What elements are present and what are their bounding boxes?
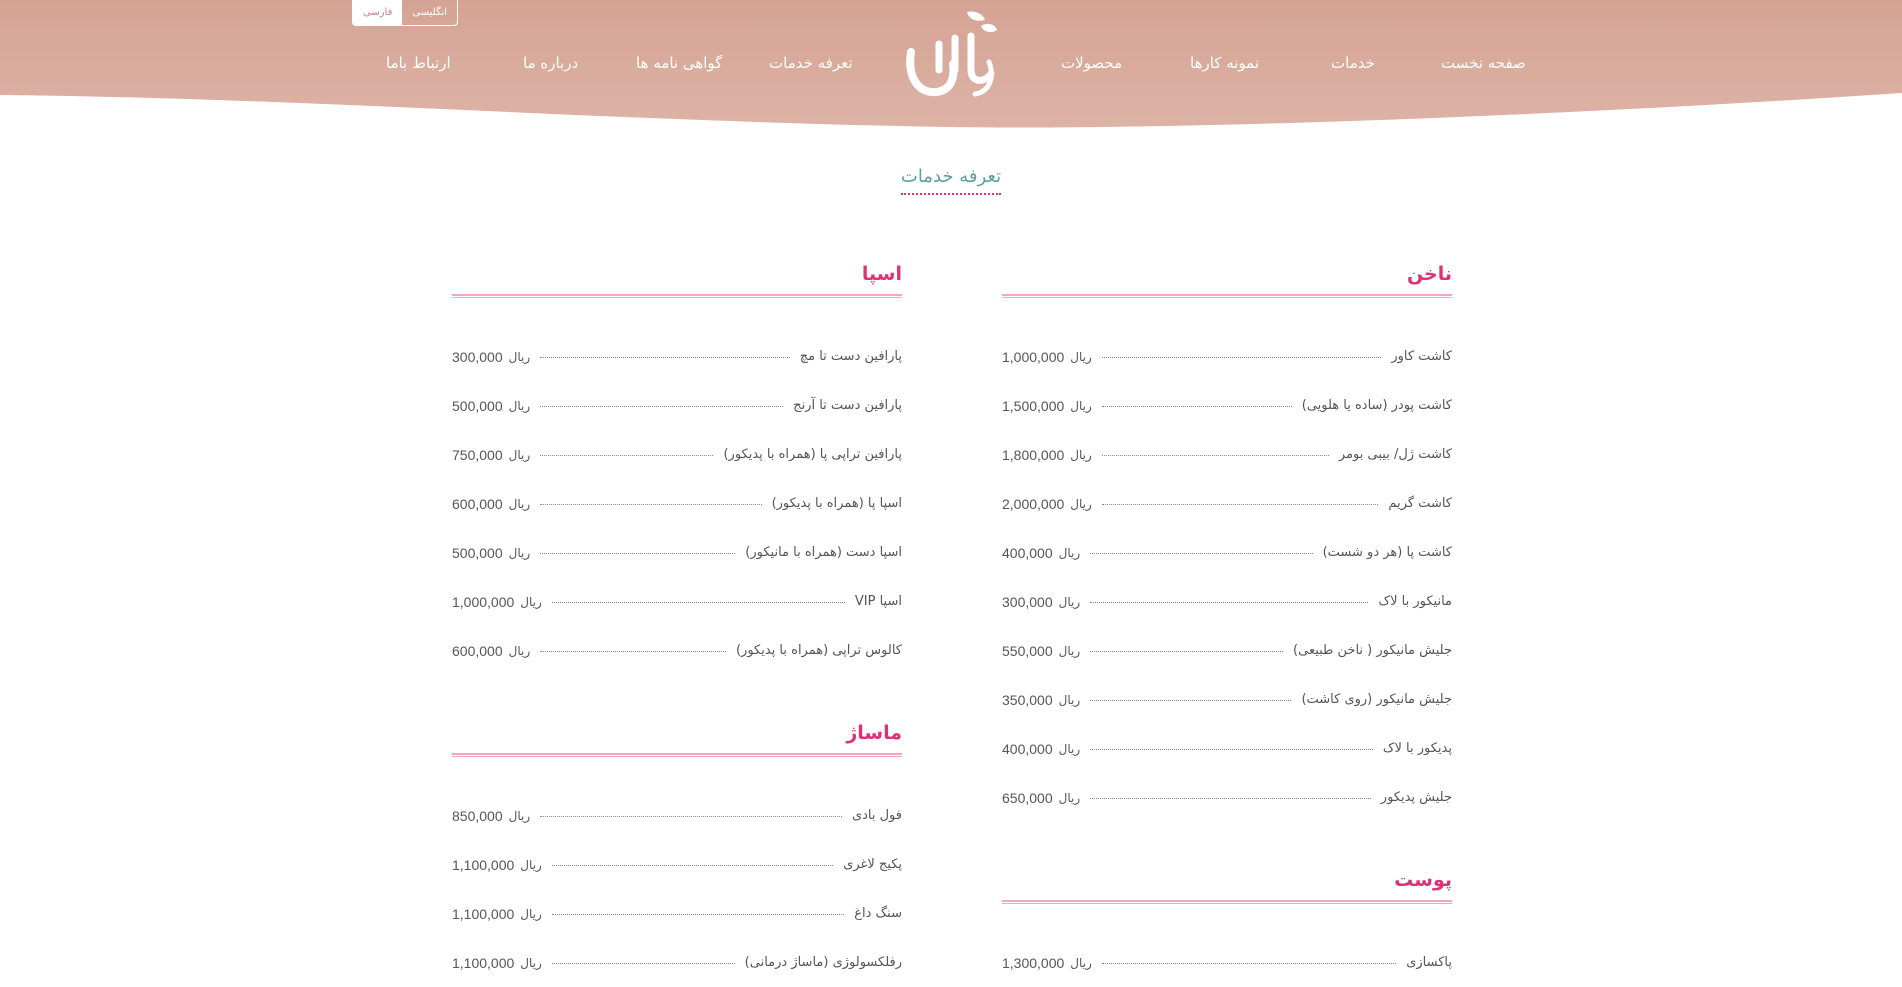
price-row — [452, 791, 902, 840]
currency-label: ریال — [1058, 594, 1081, 609]
currency-label: ریال — [520, 857, 542, 872]
price-list — [452, 332, 902, 675]
dot-leader — [1102, 455, 1329, 456]
service-name: کاشت پا (هر دو شست) — [1322, 545, 1452, 560]
price-row — [1002, 332, 1452, 381]
page-title-text: تعرفه خدمات — [901, 166, 1001, 195]
nav-about[interactable]: درباره ما — [523, 54, 579, 72]
service-price: 600,000 — [452, 495, 503, 512]
price-row — [1002, 577, 1452, 626]
price-row — [452, 840, 902, 889]
page-title — [0, 166, 1902, 195]
service-name: کالوس تراپی (همراه با پدیکور) — [735, 643, 902, 658]
currency-label: ریال — [520, 955, 542, 970]
dot-leader — [540, 816, 842, 817]
service-name: فول بادی — [851, 808, 902, 823]
service-name: اسپا VIP — [854, 594, 902, 609]
dot-leader — [540, 357, 790, 358]
dot-leader — [540, 553, 735, 554]
currency-label: ریال — [1070, 955, 1092, 970]
service-name: پارافین دست تا آرنج — [793, 398, 902, 413]
price-row — [1002, 626, 1452, 675]
service-price: 400,000 — [1002, 740, 1053, 757]
price-row — [452, 332, 902, 381]
price-row — [452, 430, 902, 479]
dot-leader — [540, 406, 783, 407]
category-title: اسپا — [861, 263, 902, 285]
service-price: 1,100,000 — [452, 856, 515, 873]
price-row — [452, 381, 902, 430]
service-price: 300,000 — [1002, 593, 1053, 610]
service-price: 300,000 — [452, 348, 503, 365]
service-price: 500,000 — [452, 397, 503, 414]
service-name: کاشت پودر (ساده یا هلویی) — [1301, 398, 1452, 413]
category-divider — [1002, 900, 1452, 904]
service-price: 2,000,000 — [1002, 495, 1065, 512]
category-divider — [452, 753, 902, 757]
price-row — [452, 889, 902, 938]
nav-tariffs[interactable]: تعرفه خدمات — [769, 54, 853, 72]
site-logo[interactable] — [897, 8, 1009, 96]
nav-contact[interactable]: ارتباط باما — [386, 54, 451, 72]
price-row — [1002, 430, 1452, 479]
currency-label: ریال — [508, 545, 531, 560]
dot-leader — [1090, 553, 1312, 554]
dot-leader — [1090, 749, 1373, 750]
service-name: اسپا دست (همراه با مانیکور) — [745, 545, 902, 560]
category-divider — [1002, 294, 1452, 298]
service-name: جلیش مانیکور (روی کاشت) — [1301, 692, 1452, 707]
service-name: جلیش پدیکور — [1380, 790, 1452, 805]
price-row — [452, 528, 902, 577]
currency-label: ریال — [508, 808, 531, 823]
service-price: 500,000 — [452, 544, 503, 561]
service-name: پاکسازی — [1406, 955, 1452, 970]
dot-leader — [540, 651, 726, 652]
currency-label: ریال — [1070, 349, 1092, 364]
currency-label: ریال — [508, 447, 531, 462]
dot-leader — [552, 914, 844, 915]
service-price: 600,000 — [452, 642, 503, 659]
price-row — [452, 938, 902, 987]
price-list — [1002, 938, 1452, 987]
service-price: 650,000 — [1002, 789, 1053, 806]
service-price: 1,000,000 — [452, 593, 515, 610]
price-column-left — [452, 260, 902, 987]
nav-services[interactable]: خدمات — [1331, 54, 1375, 72]
category-massage — [452, 719, 902, 987]
price-row — [1002, 938, 1452, 987]
currency-label: ریال — [508, 398, 531, 413]
logo-mark-icon — [897, 8, 1009, 96]
currency-label: ریال — [1058, 643, 1081, 658]
dot-leader — [1090, 798, 1371, 799]
dot-leader — [552, 602, 845, 603]
category-skin — [1002, 866, 1452, 987]
dot-leader — [1102, 963, 1396, 964]
service-price: 400,000 — [1002, 544, 1053, 561]
dot-leader — [1090, 700, 1291, 701]
site-header — [0, 0, 1902, 130]
service-name: سنگ داغ — [854, 906, 902, 921]
dot-leader — [1090, 602, 1368, 603]
dot-leader — [1102, 406, 1292, 407]
service-name: اسپا پا (همراه با پدیکور) — [771, 496, 902, 511]
service-price: 1,100,000 — [452, 905, 515, 922]
dot-leader — [1102, 357, 1382, 358]
service-price: 850,000 — [452, 807, 503, 824]
dot-leader — [540, 504, 761, 505]
dot-leader — [1090, 651, 1283, 652]
price-row — [1002, 724, 1452, 773]
service-name: مانیکور با لاک — [1378, 594, 1452, 609]
category-divider — [452, 294, 902, 298]
service-name: پکیج لاغری — [843, 857, 902, 872]
currency-label: ریال — [1058, 790, 1081, 805]
category-title: ناخن — [1406, 263, 1452, 285]
category-title: ماساژ — [846, 722, 902, 744]
service-name: پدیکور با لاک — [1382, 741, 1452, 756]
currency-label: ریال — [1058, 545, 1081, 560]
service-name: کاشت ژل/ بیبی بومر — [1338, 447, 1452, 462]
service-price: 1,100,000 — [452, 954, 515, 971]
currency-label: ریال — [520, 594, 542, 609]
price-row — [1002, 381, 1452, 430]
dot-leader — [540, 455, 713, 456]
nav-certificates[interactable]: گواهی نامه ها — [636, 54, 723, 72]
service-price: 1,300,000 — [1002, 954, 1065, 971]
dot-leader — [552, 865, 833, 866]
price-row — [1002, 675, 1452, 724]
currency-label: ریال — [508, 496, 531, 511]
price-column-right — [1002, 260, 1452, 987]
currency-label: ریال — [1058, 692, 1081, 707]
service-price: 1,000,000 — [1002, 348, 1065, 365]
dot-leader — [552, 963, 735, 964]
service-price: 1,800,000 — [1002, 446, 1065, 463]
service-price: 550,000 — [1002, 642, 1053, 659]
service-name: کاشت کاور — [1391, 349, 1452, 364]
category-title: پوست — [1394, 869, 1452, 891]
service-name: کاشت گریم — [1388, 496, 1452, 511]
service-price: 750,000 — [452, 446, 503, 463]
currency-label: ریال — [1058, 741, 1081, 756]
price-list — [1002, 332, 1452, 822]
nav-portfolio[interactable]: نمونه کارها — [1190, 54, 1260, 72]
service-price: 1,500,000 — [1002, 397, 1065, 414]
currency-label: ریال — [1070, 496, 1092, 511]
dot-leader — [1102, 504, 1379, 505]
currency-label: ریال — [1070, 447, 1092, 462]
currency-label: ریال — [508, 349, 531, 364]
price-row — [452, 479, 902, 528]
service-name: پارافین تراپی پا (همراه با پدیکور) — [723, 447, 902, 462]
price-row — [452, 626, 902, 675]
nav-products[interactable]: محصولات — [1061, 54, 1123, 72]
category-nail — [1002, 260, 1452, 822]
price-row — [1002, 528, 1452, 577]
lang-english-button[interactable]: انگلیسی — [412, 7, 448, 18]
nav-home[interactable]: صفحه نخست — [1441, 54, 1526, 72]
service-name: جلیش مانیکور ( ناخن طبیعی) — [1293, 643, 1452, 658]
price-list — [452, 791, 902, 987]
lang-persian-button[interactable]: فارسی — [353, 0, 402, 25]
currency-label: ریال — [520, 906, 542, 921]
service-price: 350,000 — [1002, 691, 1053, 708]
price-row — [1002, 773, 1452, 822]
currency-label: ریال — [1070, 398, 1092, 413]
service-name: پارافین دست تا مچ — [799, 349, 902, 364]
service-name: رفلکسولوژی (ماساژ درمانی) — [744, 955, 902, 970]
currency-label: ریال — [508, 643, 531, 658]
price-row — [1002, 479, 1452, 528]
category-spa — [452, 260, 902, 675]
price-row — [452, 577, 902, 626]
